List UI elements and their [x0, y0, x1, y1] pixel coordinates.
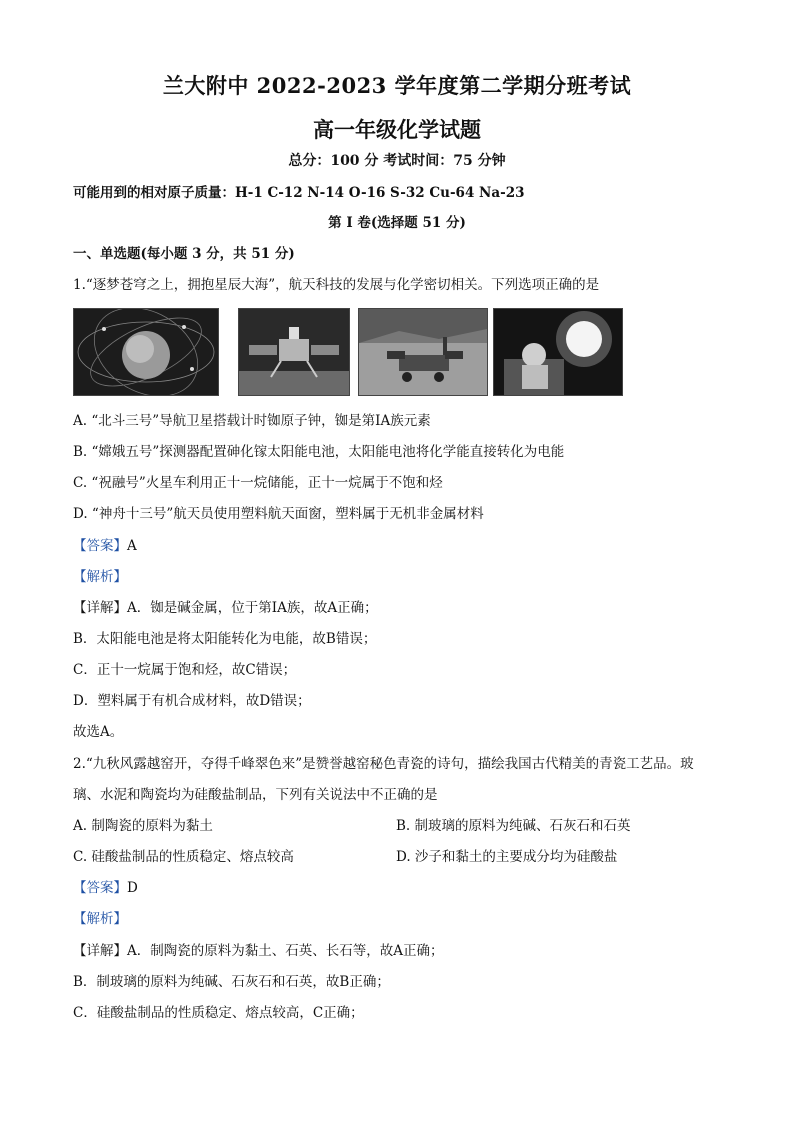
- exam-subtitle: 高一年级化学试题: [313, 117, 481, 142]
- answer-value: A: [127, 538, 137, 554]
- q1-detail-b: B．太阳能电池是将太阳能转化为电能，故B错误；: [73, 631, 377, 647]
- q2-stem-line2: 璃、水泥和陶瓷均为硅酸盐制品，下列有关说法中不正确的是: [73, 787, 438, 803]
- q2-detail-a: [73, 942, 734, 960]
- q2-detail-c: C．硅酸盐制品的性质稳定、熔点较高，C正确；: [73, 1005, 364, 1021]
- chang-e-lander-image: [238, 308, 350, 396]
- q1-option-a: A. “北斗三号”导航卫星搭载计时铷原子钟，铷是第ⅠA族元素: [73, 413, 431, 429]
- detail-text: A．制陶瓷的原料为黏土、石英、长石等，故A正确；: [127, 943, 444, 959]
- q2-answer: [73, 879, 734, 897]
- astronaut-image: [493, 308, 623, 396]
- q2-detail-b: B．制玻璃的原料为纯碱、石灰石和石英，故B正确；: [73, 974, 390, 990]
- q1-detail-a: [73, 599, 734, 617]
- zhurong-rover-image: [358, 308, 488, 396]
- q2-stem-line1: 2.“九秋风露越窑开，夺得千峰翠色来”是赞誉越窑秘色青瓷的诗句，描绘我国古代精美的青瓷工艺品。玻: [73, 756, 694, 772]
- q2-option-d: D. 沙子和黏土的主要成分均为硅酸盐: [396, 849, 618, 865]
- exam-title: 兰大附中 2022-2023 学年度第二学期分班考试: [162, 73, 632, 98]
- q2-analysis-label: 【解析】: [73, 911, 127, 927]
- q2-option-a: A. 制陶瓷的原料为黏土: [73, 818, 213, 834]
- detail-label: 【详解】: [73, 943, 127, 959]
- answer-label: 【答案】: [73, 538, 127, 554]
- volume-heading: 第 I 卷(选择题 51 分): [328, 215, 466, 231]
- q2-option-b: B. 制玻璃的原料为纯碱、石灰石和石英: [396, 818, 631, 834]
- section-heading: 一、单选题(每小题 3 分，共 51 分): [73, 246, 295, 262]
- q1-conclusion: 故选A。: [73, 724, 124, 740]
- q1-detail-d: D．塑料属于有机合成材料，故D错误；: [73, 693, 311, 709]
- answer-value: D: [127, 880, 138, 896]
- q1-stem: 1.“逐梦苍穹之上，拥抱星辰大海”，航天科技的发展与化学密切相关。下列选项正确的是: [73, 277, 600, 293]
- q2-option-c: C. 硅酸盐制品的性质稳定、熔点较高: [73, 849, 294, 865]
- detail-label: 【详解】: [73, 600, 127, 616]
- q1-option-b: B. “嫦娥五号”探测器配置砷化镓太阳能电池，太阳能电池将化学能直接转化为电能: [73, 444, 565, 460]
- q1-detail-c: C．正十一烷属于饱和烃，故C错误；: [73, 662, 297, 678]
- atomic-masses: 可能用到的相对原子质量：H-1 C-12 N-14 O-16 S-32 Cu-64 Na-23: [73, 185, 525, 201]
- q1-answer: [73, 537, 734, 555]
- q1-option-d: D. “神舟十三号”航天员使用塑料航天面窗，塑料属于无机非金属材料: [73, 506, 484, 522]
- q1-option-c: C. “祝融号”火星车利用正十一烷储能，正十一烷属于不饱和烃: [73, 475, 443, 491]
- score-time: 总分：100 分 考试时间：75 分钟: [288, 153, 506, 169]
- answer-label: 【答案】: [73, 880, 127, 896]
- q1-analysis-label: 【解析】: [73, 569, 127, 585]
- detail-text: A．铷是碱金属，位于第ⅠA族，故A正确；: [127, 600, 378, 616]
- earth-satellite-image: [73, 308, 219, 396]
